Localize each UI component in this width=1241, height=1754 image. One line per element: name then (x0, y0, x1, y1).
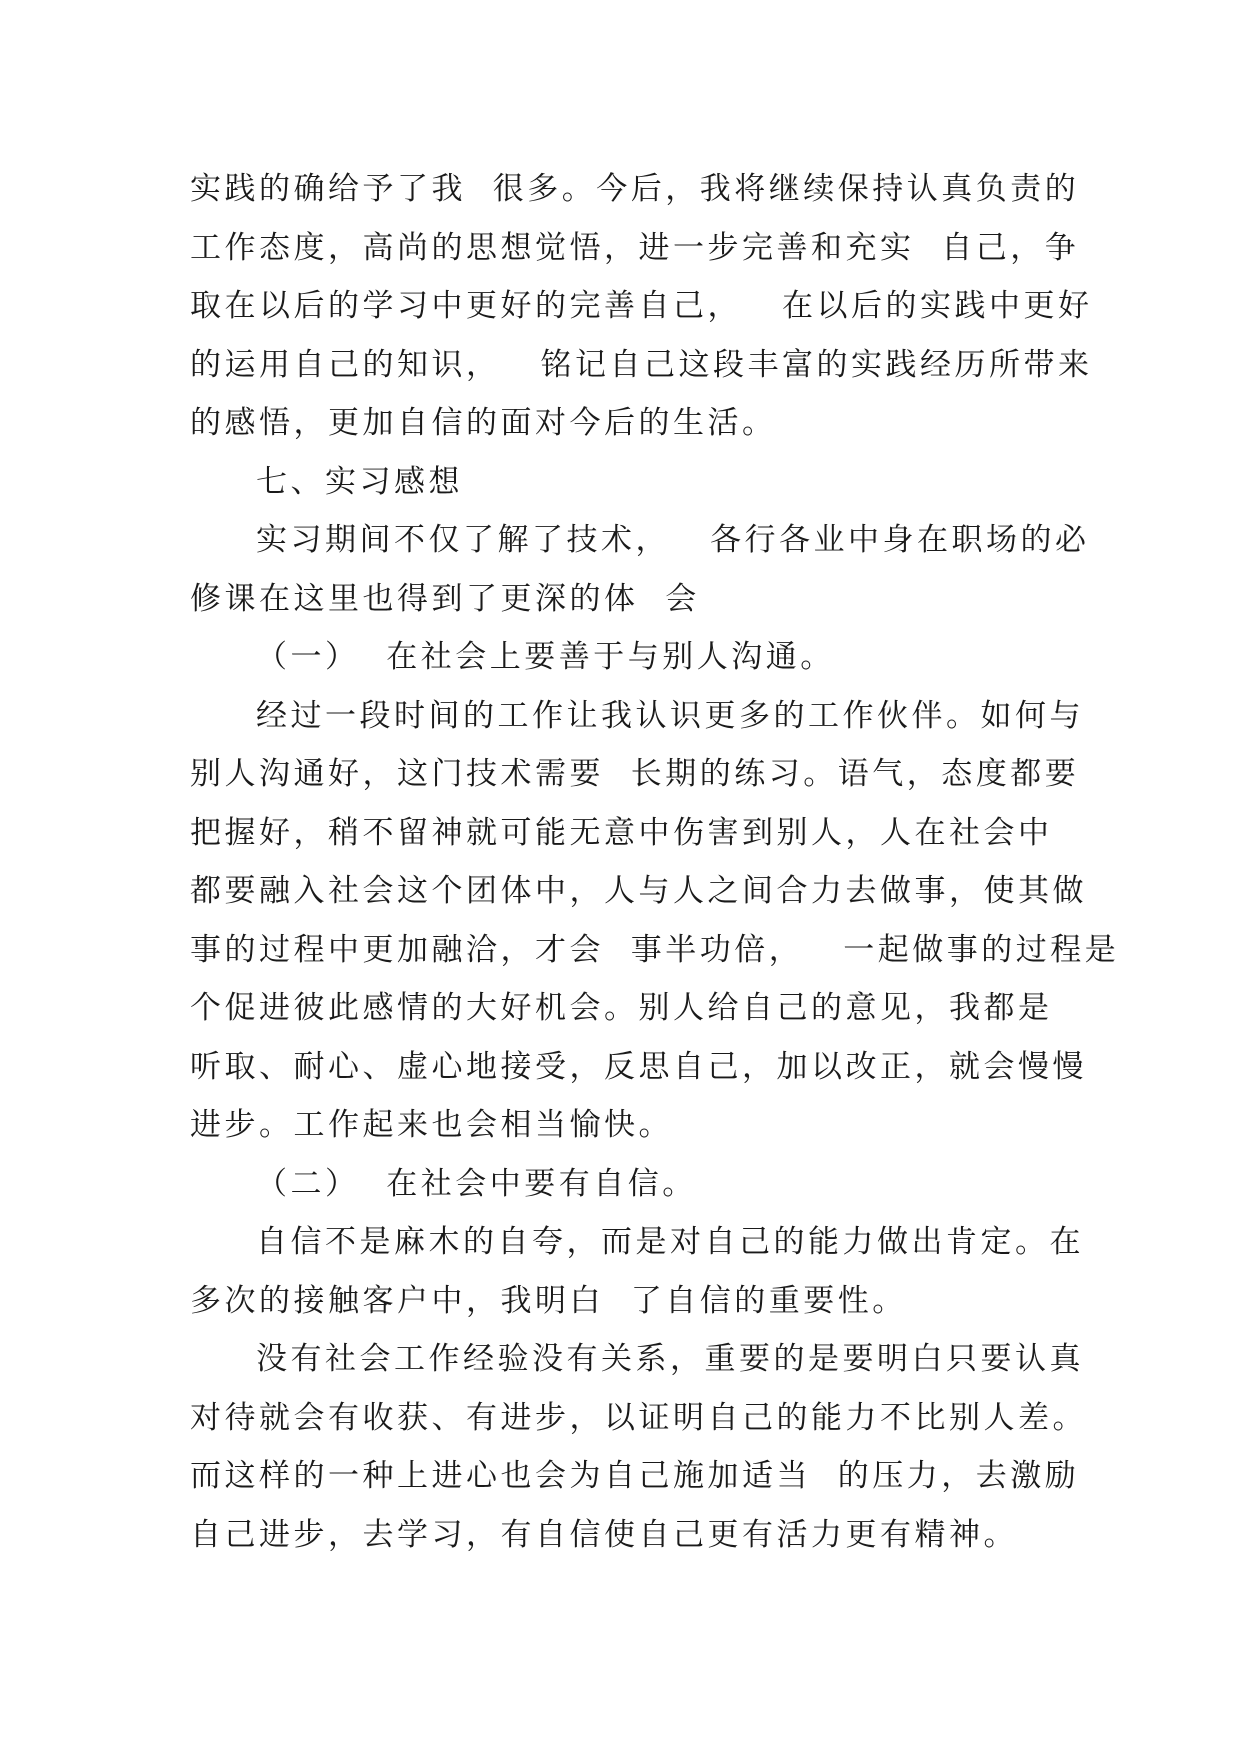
text-line: 实习期间不仅了解了技术， 各行各业中身在职场的必 (256, 522, 1090, 558)
text-line: 对待就会有收获、有进步，以证明自己的能力不比别人差。 (190, 1399, 1087, 1436)
text-line: 实践的确给予了我 很多。今后，我将继续保持认真负责的 (190, 171, 1080, 207)
text-line: 修课在这里也得到了更深的体 会 (190, 580, 700, 617)
text-line: 听取、耐心、虚心地接受，反思自己，加以改正，就会慢慢 (190, 1048, 1087, 1085)
text-line: 个促进彼此感情的大好机会。别人给自己的意见，我都是 (190, 990, 1053, 1026)
subsection-heading: （二） 在社会中要有自信。 (256, 1165, 697, 1202)
text-line: 进步。工作起来也会相当愉快。 (190, 1107, 673, 1143)
subsection-heading: （一） 在社会上要善于与别人沟通。 (256, 639, 835, 675)
text-line: 别人沟通好，这门技术需要 长期的练习。语气，态度都要 (190, 756, 1080, 792)
text-line: 多次的接触客户中，我明白 了自信的重要性。 (190, 1282, 907, 1319)
text-line: 都要融入社会这个团体中，人与人之间合力去做事，使其做 (190, 873, 1087, 909)
text-line: 自己进步，去学习，有自信使自己更有活力更有精神。 (190, 1516, 1018, 1553)
text-line: 而这样的一种上进心也会为自己施加适当 的压力，去激励 (190, 1458, 1080, 1494)
text-line: 经过一段时间的工作让我认识更多的工作伙伴。如何与 (256, 697, 1084, 734)
section-heading: 七、实习感想 (256, 463, 463, 500)
text-line: 取在以后的学习中更好的完善自己， 在以后的实践中更好 (190, 288, 1093, 324)
text-line: 工作态度，高尚的思想觉悟，进一步完善和充实 自己，争 (190, 229, 1080, 266)
text-line: 的运用自己的知识， 铭记自己这段丰富的实践经历所带来 (190, 346, 1093, 383)
document-body (190, 160, 1120, 1564)
text-line: 把握好，稍不留神就可能无意中伤害到别人，人在社会中 (190, 814, 1053, 851)
text-line: 没有社会工作经验没有关系，重要的是要明白只要认真 (256, 1341, 1084, 1377)
text-line: 的感悟，更加自信的面对今后的生活。 (190, 405, 777, 441)
text-line: 自信不是麻木的自夸，而是对自己的能力做出肯定。在 (256, 1224, 1084, 1260)
text-line: 事的过程中更加融洽，才会 事半功倍， 一起做事的过程是 (190, 931, 1120, 968)
